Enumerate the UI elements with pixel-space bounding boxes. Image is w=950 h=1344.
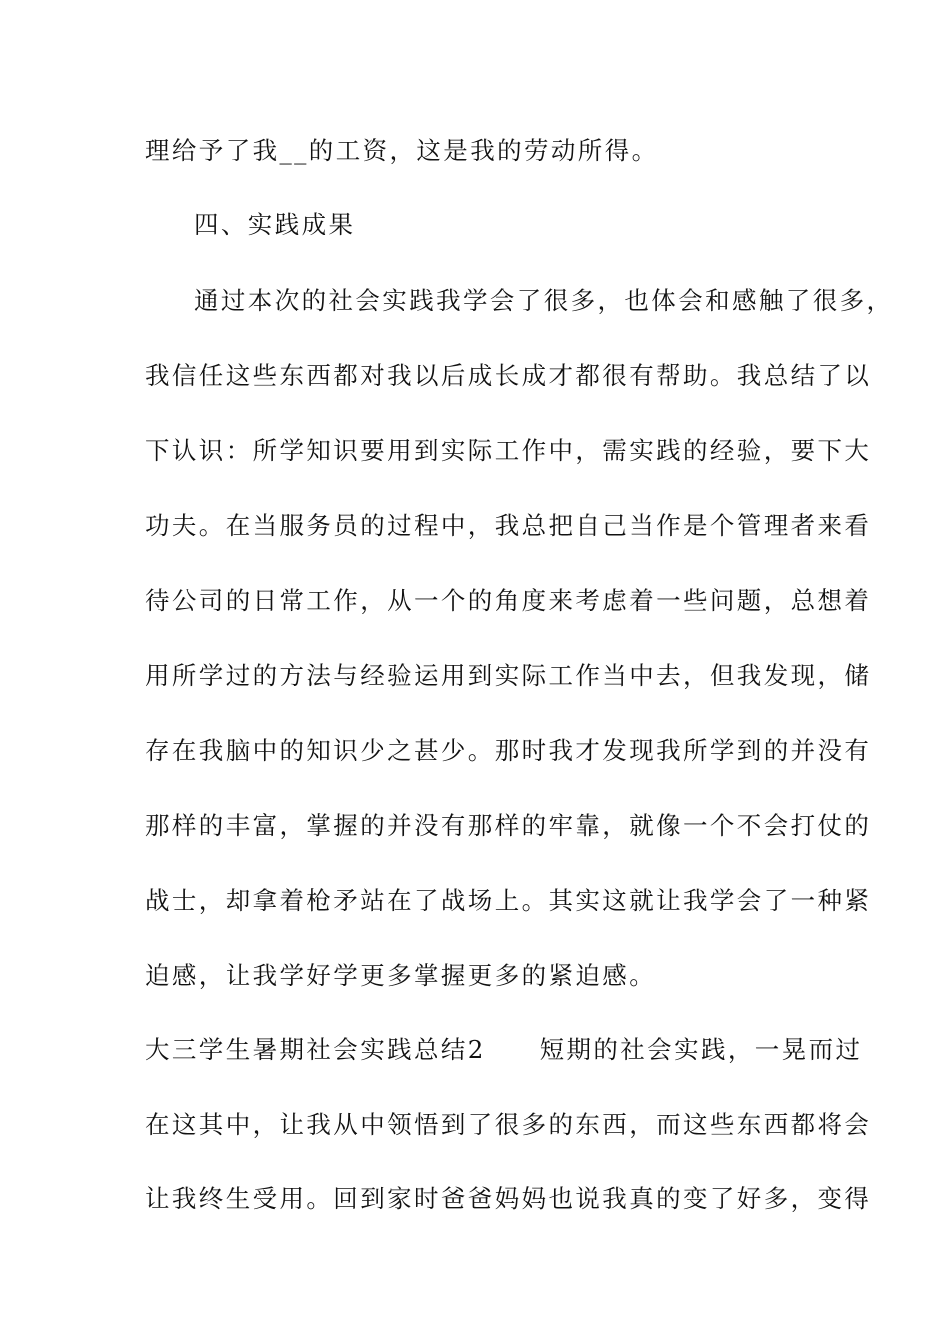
paragraph-line: 用所学过的方法与经验运用到实际工作当中去，但我发现，储 bbox=[145, 661, 872, 690]
paragraph-line: 迫感，让我学好学更多掌握更多的紧迫感。 bbox=[145, 961, 657, 990]
paragraph-line: 待公司的日常工作，从一个的角度来考虑着一些问题，总想着 bbox=[145, 586, 872, 615]
paragraph-line: 我信任这些东西都对我以后成长成才都很有帮助。我总结了以 bbox=[145, 361, 872, 390]
paragraph-line: 理给予了我__的工资，这是我的劳动所得。 bbox=[145, 136, 659, 165]
paragraph-line: 让我终生受用。回到家时爸爸妈妈也说我真的变了好多，变得 bbox=[145, 1184, 872, 1213]
paragraph-line: 在这其中，让我从中领悟到了很多的东西，而这些东西都将会 bbox=[145, 1110, 872, 1139]
paragraph-line: 下认识：所学知识要用到实际工作中，需实践的经验，要下大 bbox=[145, 436, 872, 465]
paragraph-line: 存在我脑中的知识少之甚少。那时我才发现我所学到的并没有 bbox=[145, 736, 872, 765]
paragraph-line: 那样的丰富，掌握的并没有那样的牢靠，就像一个不会打仗的 bbox=[145, 811, 872, 840]
paragraph-line: 通过本次的社会实践我学会了很多，也体会和感触了很多， bbox=[194, 286, 894, 315]
paragraph-line: 战士，却拿着枪矛站在了战场上。其实这就让我学会了一种紧 bbox=[145, 886, 872, 915]
paragraph-line: 功夫。在当服务员的过程中，我总把自己当作是个管理者来看 bbox=[145, 511, 872, 540]
section-heading: 四、实践成果 bbox=[194, 210, 356, 239]
paragraph-line: 大三学生暑期社会实践总结2 短期的社会实践，一晃而过 bbox=[145, 1035, 863, 1064]
